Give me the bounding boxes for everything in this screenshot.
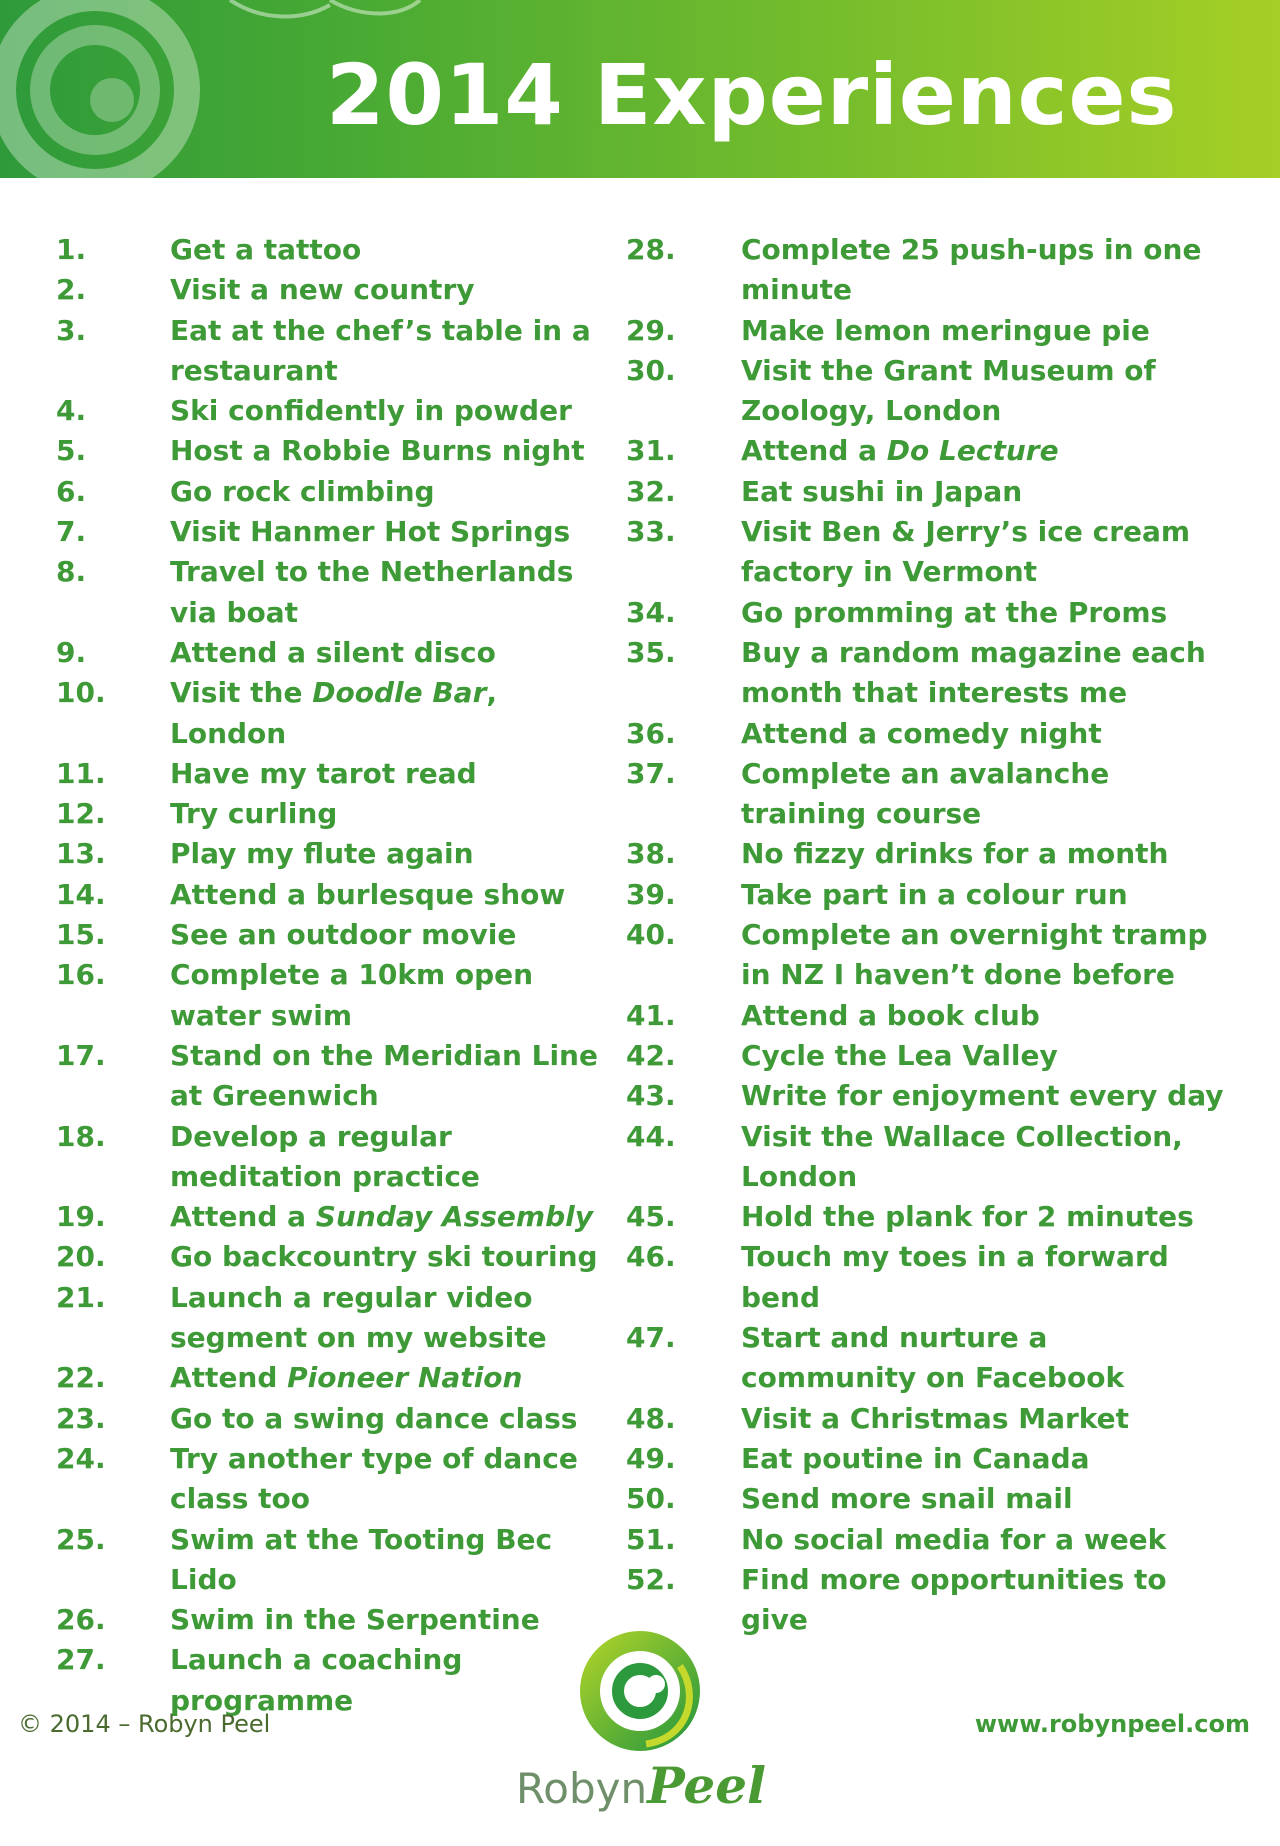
item-number: 25. — [56, 1522, 106, 1556]
list-item — [626, 633, 1226, 714]
list-item — [56, 633, 616, 673]
item-number: 15. — [56, 918, 106, 952]
list-item — [56, 754, 616, 794]
list-item — [626, 915, 1226, 996]
item-text: Try curling — [170, 797, 338, 831]
item-text — [170, 1358, 616, 1398]
list-item — [56, 1640, 616, 1721]
item-text: Develop a regular meditation practice — [170, 1119, 480, 1193]
item-text: Touch my toes in a forward bend — [741, 1240, 1169, 1314]
item-text: Complete a 10km open water swim — [170, 958, 534, 1032]
list-item — [56, 1278, 616, 1359]
item-text-italic: Sunday Assembly — [315, 1200, 593, 1234]
item-number: 19. — [56, 1200, 106, 1234]
list-item — [56, 431, 616, 471]
list-item — [56, 311, 616, 392]
item-number: 13. — [56, 837, 106, 871]
brand-wordmark — [516, 1756, 766, 1815]
item-number: 3. — [56, 313, 87, 347]
item-text: Launch a regular video segment on my website — [170, 1280, 547, 1355]
item-number: 8. — [56, 555, 87, 589]
item-text: Buy a random magazine each month that interests me — [741, 635, 1206, 710]
item-number: 51. — [626, 1522, 676, 1556]
item-number: 26. — [56, 1603, 106, 1637]
list-item — [56, 875, 616, 915]
brand-last-name: Peel — [647, 1756, 767, 1815]
item-text: See an outdoor movie — [170, 918, 517, 952]
item-text-part: Visit the — [170, 676, 313, 710]
item-number: 36. — [626, 716, 676, 750]
brand-first-name: Robyn — [516, 1764, 648, 1813]
item-text: Complete an avalanche training course — [741, 756, 1110, 831]
list-item — [56, 834, 616, 874]
list-item — [56, 1117, 616, 1198]
item-number: 21. — [56, 1280, 106, 1314]
item-number: 4. — [56, 394, 87, 428]
item-text: Complete 25 push-ups in one minute — [741, 233, 1202, 307]
list-item — [56, 955, 616, 1036]
list-item — [56, 1197, 616, 1237]
item-text: Travel to the Netherlands via boat — [170, 555, 574, 629]
list-item — [626, 1197, 1226, 1237]
list-item — [56, 391, 616, 431]
item-text: Visit the Wallace Collection, London — [741, 1119, 1183, 1193]
list-item — [56, 1520, 616, 1601]
item-number: 40. — [626, 918, 676, 952]
item-text-part: Attend a — [741, 434, 887, 468]
list-item — [626, 834, 1226, 874]
item-text: Stand on the Meridian Line at Greenwich — [170, 1038, 598, 1113]
item-number: 6. — [56, 474, 87, 508]
item-number: 41. — [626, 998, 676, 1032]
list-item — [56, 512, 616, 552]
item-text: Go rock climbing — [170, 474, 435, 508]
item-text-part: Attend — [170, 1361, 288, 1395]
item-text: Eat sushi in Japan — [741, 474, 1023, 508]
list-item — [626, 431, 1226, 471]
list-item — [626, 754, 1226, 835]
experience-list-right — [626, 230, 1226, 1640]
item-text: Go backcountry ski touring — [170, 1240, 598, 1274]
item-text-italic: Pioneer Nation — [287, 1361, 523, 1395]
list-item — [626, 351, 1226, 432]
item-text: Attend a comedy night — [741, 716, 1102, 750]
page-title: 2014 Experiences — [326, 46, 1178, 144]
item-text-part: , London — [170, 676, 498, 750]
item-text — [170, 673, 616, 754]
list-item — [56, 1036, 616, 1117]
item-text: Send more snail mail — [741, 1482, 1073, 1516]
item-text: Swim at the Tooting Bec Lido — [170, 1522, 553, 1596]
list-item — [626, 1076, 1226, 1116]
item-text: Write for enjoyment every day — [741, 1079, 1224, 1113]
item-text: Go to a swing dance class — [170, 1401, 578, 1435]
item-number: 32. — [626, 474, 676, 508]
item-number: 48. — [626, 1401, 676, 1435]
website-link[interactable]: www.robynpeel.com — [974, 1710, 1250, 1738]
item-text: Visit a Christmas Market — [741, 1401, 1130, 1435]
list-item — [56, 1600, 616, 1640]
item-number: 24. — [56, 1441, 106, 1475]
item-number: 23. — [56, 1401, 106, 1435]
item-text: Visit Ben & Jerry’s ice cream factory in Vermont — [741, 515, 1191, 589]
item-text: Hold the plank for 2 minutes — [741, 1200, 1194, 1234]
green-swirl-icon — [560, 1626, 720, 1756]
item-text: Try another type of dance class too — [170, 1441, 578, 1516]
item-number: 33. — [626, 515, 676, 549]
item-number: 29. — [626, 313, 676, 347]
item-text: Eat at the chef’s table in a restaurant — [170, 313, 591, 387]
item-number: 5. — [56, 434, 87, 468]
item-text: Get a tattoo — [170, 233, 362, 266]
list-item — [56, 794, 616, 834]
item-number: 27. — [56, 1643, 106, 1677]
item-number: 37. — [626, 756, 676, 790]
item-number: 22. — [56, 1361, 106, 1395]
list-item — [626, 593, 1226, 633]
list-item — [56, 1399, 616, 1439]
item-text: Have my tarot read — [170, 756, 477, 790]
item-number: 38. — [626, 837, 676, 871]
list-item — [626, 875, 1226, 915]
item-number: 18. — [56, 1119, 106, 1153]
list-item — [626, 1520, 1226, 1560]
item-text: Host a Robbie Burns night — [170, 434, 585, 468]
item-text: Take part in a colour run — [741, 877, 1128, 911]
item-number: 42. — [626, 1038, 676, 1072]
item-text: Find more opportunities to give — [741, 1562, 1167, 1637]
list-item — [626, 1237, 1226, 1318]
list-item — [56, 552, 616, 633]
item-text — [170, 1197, 616, 1237]
item-number: 17. — [56, 1038, 106, 1072]
item-text: Make lemon meringue pie — [741, 313, 1150, 347]
item-number: 52. — [626, 1562, 676, 1596]
item-number: 11. — [56, 756, 106, 790]
list-item — [56, 1439, 616, 1520]
item-number: 20. — [56, 1240, 106, 1274]
item-text — [741, 431, 1226, 471]
item-text: Attend a book club — [741, 998, 1040, 1032]
item-text-part: Attend a — [170, 1200, 316, 1234]
list-item — [626, 996, 1226, 1036]
item-text: Launch a coaching programme — [170, 1643, 463, 1717]
item-number: 7. — [56, 515, 87, 549]
item-text-italic: Doodle Bar — [312, 676, 487, 710]
item-text: Visit the Grant Museum of Zoology, London — [741, 353, 1156, 428]
header-banner — [0, 0, 1280, 178]
item-number: 1. — [56, 233, 87, 266]
item-number: 39. — [626, 877, 676, 911]
item-number: 10. — [56, 676, 106, 710]
item-text: Attend a silent disco — [170, 635, 496, 669]
item-number: 31. — [626, 434, 676, 468]
item-text: Visit Hanmer Hot Springs — [170, 515, 571, 549]
item-text: Swim in the Serpentine — [170, 1603, 540, 1637]
item-number: 2. — [56, 273, 87, 307]
list-item — [626, 1439, 1226, 1479]
item-number: 16. — [56, 958, 106, 992]
item-text: Cycle the Lea Valley — [741, 1038, 1058, 1072]
item-text: Start and nurture a community on Facebook — [741, 1321, 1125, 1395]
list-item — [626, 1318, 1226, 1399]
list-item — [56, 1237, 616, 1277]
item-number: 34. — [626, 595, 676, 629]
item-number: 30. — [626, 353, 676, 387]
item-number: 46. — [626, 1240, 676, 1274]
list-item — [56, 915, 616, 955]
item-text: Go promming at the Proms — [741, 595, 1168, 629]
item-text: Complete an overnight tramp in NZ I haven’t done before — [741, 918, 1208, 992]
list-item — [56, 673, 616, 754]
item-number: 50. — [626, 1482, 676, 1516]
item-number: 49. — [626, 1441, 676, 1475]
list-item — [626, 714, 1226, 754]
list-item — [626, 1479, 1226, 1519]
list-item — [626, 512, 1226, 593]
list-item — [56, 472, 616, 512]
list-item — [626, 1036, 1226, 1076]
item-text-italic: Do Lecture — [886, 434, 1059, 468]
experience-list-left — [56, 230, 616, 1721]
list-item — [626, 472, 1226, 512]
item-number: 28. — [626, 233, 676, 266]
item-number: 9. — [56, 635, 87, 669]
list-item — [56, 270, 616, 310]
item-text: Ski confidently in powder — [170, 394, 572, 428]
item-text: No social media for a week — [741, 1522, 1167, 1556]
item-text: Play my flute again — [170, 837, 474, 871]
item-text: Eat poutine in Canada — [741, 1441, 1090, 1475]
list-item — [626, 311, 1226, 351]
item-number: 43. — [626, 1079, 676, 1113]
list-item — [626, 230, 1226, 311]
item-number: 14. — [56, 877, 106, 911]
copyright-text: © 2014 – Robyn Peel — [18, 1710, 271, 1738]
item-number: 35. — [626, 635, 676, 669]
item-number: 12. — [56, 797, 106, 831]
list-item — [56, 230, 616, 270]
item-text: Attend a burlesque show — [170, 877, 566, 911]
list-item — [626, 1117, 1226, 1198]
list-item — [56, 1358, 616, 1398]
item-number: 44. — [626, 1119, 676, 1153]
item-text: Visit a new country — [170, 273, 475, 307]
item-text: No fizzy drinks for a month — [741, 837, 1169, 871]
list-item — [626, 1399, 1226, 1439]
item-number: 45. — [626, 1200, 676, 1234]
item-number: 47. — [626, 1321, 676, 1355]
